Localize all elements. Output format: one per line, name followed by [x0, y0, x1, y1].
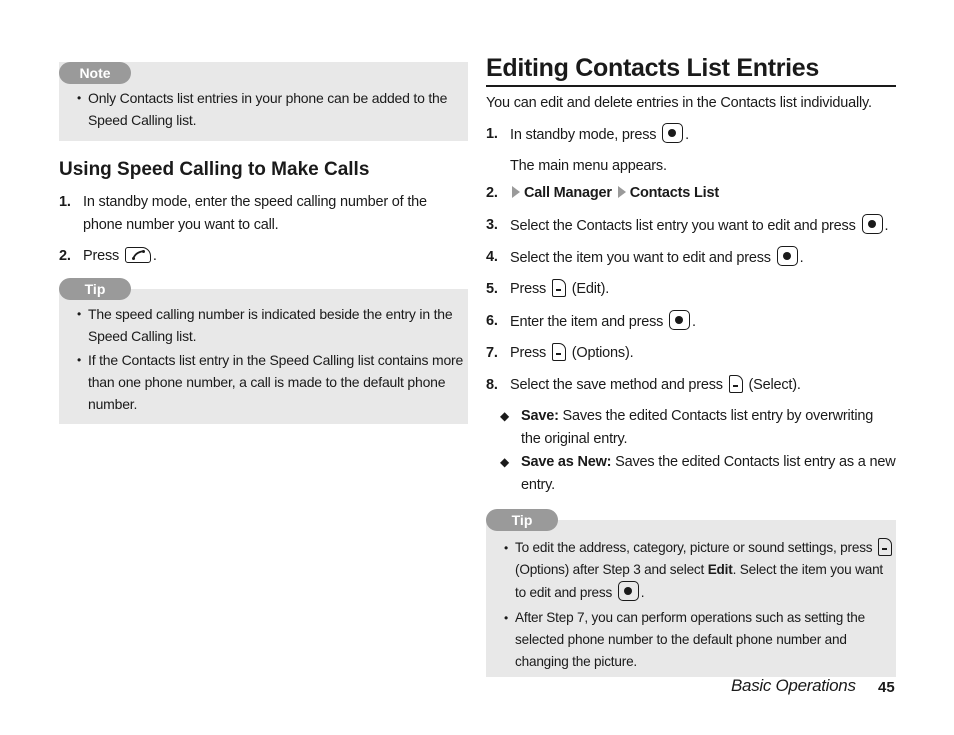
step-text: Press [83, 248, 120, 264]
left-step-1 [59, 191, 468, 237]
step-text: Press [510, 281, 547, 297]
page-number: 45 [878, 679, 895, 696]
left-soft-key-icon [729, 375, 743, 393]
note-box [59, 62, 468, 141]
tip-item-after-step7: • After Step 7, you can perform operations such as setting the selected phone number to the default phone number and changing the picture. [486, 607, 896, 673]
step-number: 2. [486, 185, 498, 201]
center-key-icon [777, 246, 798, 266]
step-text: Press [510, 345, 547, 361]
menu-arrow-icon [618, 186, 626, 198]
diamond-bullet-icon: ◆ [500, 455, 510, 469]
step-text-end: . [884, 218, 889, 234]
note-item: • Only Contacts list entries in your phone can be added to the Speed Calling list. [59, 87, 468, 131]
menu-call-manager: Call Manager [524, 185, 612, 201]
right-step-1-result [486, 155, 896, 178]
step-text: In standby mode, enter the speed calling number of the phone number you want to call. [83, 194, 427, 233]
page-title: Editing Contacts List Entries [486, 54, 896, 87]
step-number: 6. [486, 313, 498, 329]
step-text-end: . [152, 248, 157, 264]
option-save-as-new [486, 451, 896, 497]
tip-label: Tip [486, 509, 558, 531]
step-number: 5. [486, 281, 498, 297]
tip-label: Tip [59, 278, 131, 300]
left-soft-key-icon [552, 279, 566, 297]
option-text: Saves the edited Contacts list entry by overwriting the original entry. [521, 408, 874, 447]
tip-text-end: . [640, 585, 645, 600]
right-step-2 [486, 182, 896, 205]
right-step-7 [486, 342, 896, 365]
tip-item: • If the Contacts list entry in the Speed Calling list contains more than one phone number, a call is made to the default phone number. [59, 349, 468, 415]
step-number: 1. [486, 126, 498, 142]
step-text-end: (Options). [571, 345, 634, 361]
call-key-icon [125, 247, 151, 263]
step-number: 4. [486, 249, 498, 265]
option-text: Saves the edited Contacts list entry as a new entry. [521, 454, 896, 493]
option-label: Save: [521, 408, 559, 424]
step-text-end: . [685, 127, 690, 143]
left-step-2 [59, 245, 468, 268]
center-key-icon [618, 581, 639, 601]
step-number: 2. [59, 248, 71, 264]
step-text: Select the Contacts list entry you want to edit and press [510, 218, 856, 234]
center-key-icon [862, 214, 883, 234]
right-step-5 [486, 278, 896, 301]
step-text-end: (Select). [748, 377, 801, 393]
left-soft-key-icon [878, 538, 892, 556]
tip-bold-edit: Edit [707, 562, 733, 577]
tip-text: To edit the address, category, picture or sound settings, press [515, 540, 873, 555]
center-key-icon [662, 123, 683, 143]
step-text: Select the save method and press [510, 377, 723, 393]
tip-item-edit [486, 537, 896, 604]
option-save [486, 405, 896, 451]
step-text-end: . [799, 250, 804, 266]
step-number: 8. [486, 377, 498, 393]
step-number: 1. [59, 194, 71, 210]
step-number: 3. [486, 217, 498, 233]
footer-section-name: Basic Operations [731, 676, 856, 695]
step-result: The main menu appears. [510, 158, 667, 174]
right-step-1 [486, 123, 896, 147]
tip-text: (Options) after Step 3 and select [515, 562, 708, 577]
step-number: 7. [486, 345, 498, 361]
step-text-end: . [692, 314, 696, 330]
tip-item: • The speed calling number is indicated beside the entry in the Speed Calling list. [59, 303, 468, 347]
right-step-3 [486, 214, 896, 238]
right-step-4 [486, 246, 896, 270]
menu-contacts-list: Contacts List [629, 185, 719, 201]
right-step-6 [486, 310, 896, 334]
right-column [486, 54, 896, 677]
diamond-bullet-icon: ◆ [500, 409, 510, 423]
step-text: In standby mode, press [510, 127, 657, 143]
section-title: Using Speed Calling to Make Calls [59, 159, 370, 180]
tip-box-left [59, 281, 468, 424]
step-text: Select the item you want to edit and press [510, 250, 771, 266]
note-label: Note [59, 62, 131, 84]
option-label: Save as New: [521, 454, 612, 470]
left-column [59, 62, 468, 424]
menu-arrow-icon [512, 186, 520, 198]
tip-text: . Select the item you want to edit and press [515, 562, 884, 600]
center-key-icon [669, 310, 690, 330]
step-text-end: (Edit). [571, 281, 610, 297]
left-soft-key-icon [552, 343, 566, 361]
step-text: Enter the item and press [510, 314, 664, 330]
intro-text: You can edit and delete entries in the Contacts list individually. [486, 95, 872, 111]
right-step-8 [486, 374, 896, 397]
tip-box-right [486, 512, 896, 677]
